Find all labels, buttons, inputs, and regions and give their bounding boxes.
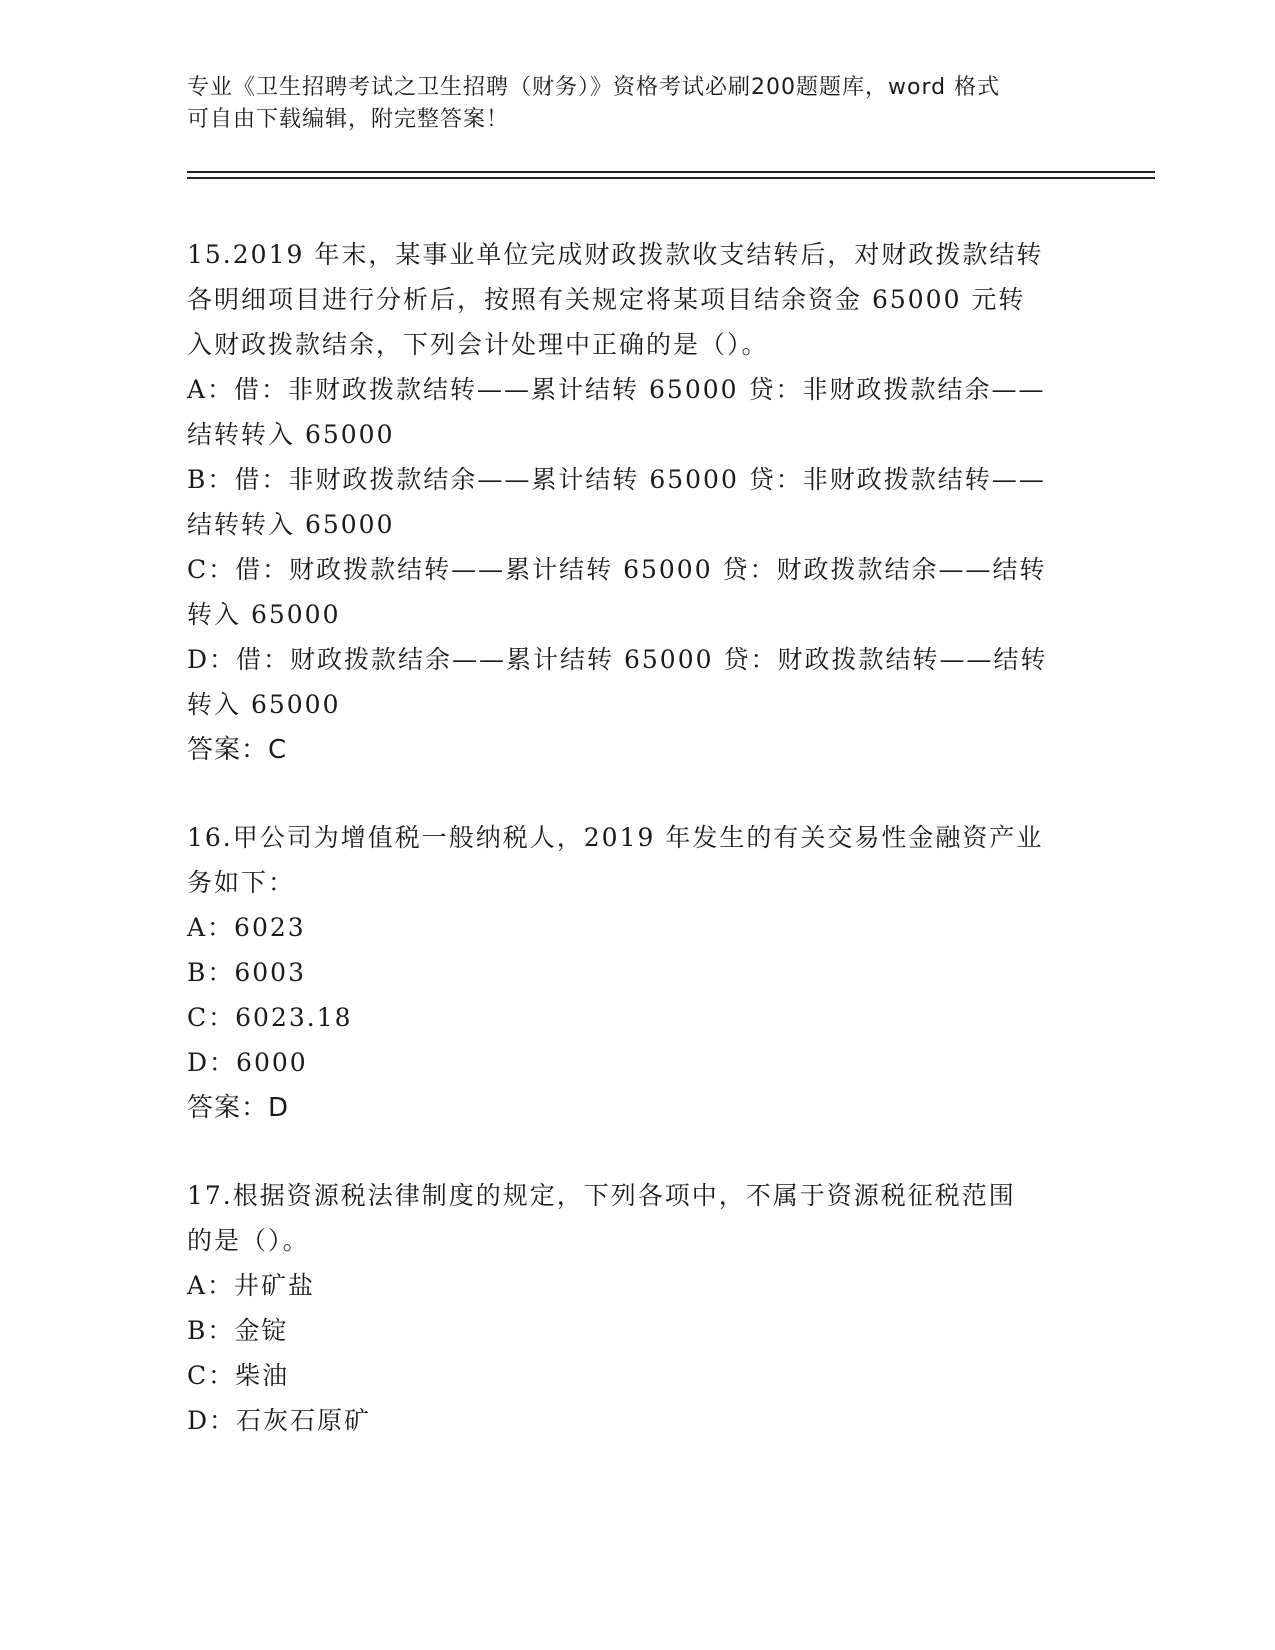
question-list xyxy=(187,232,1087,1485)
answer-option-line: 转入 65000 xyxy=(187,690,341,719)
answer-option-line: B：6003 xyxy=(187,958,306,987)
answer-option-line: B：金锭 xyxy=(187,1316,289,1345)
answer-option-line: 转入 65000 xyxy=(187,600,341,629)
answer-option-line: A：6023 xyxy=(187,913,306,942)
answer-option-line: 结转转入 65000 xyxy=(187,420,395,449)
question-stem-line: 15.2019 年末，某事业单位完成财政拨款收支结转后，对财政拨款结转 xyxy=(187,240,1044,269)
answer-option-line: D：借：财政拨款结余——累计结转 65000 贷：财政拨款结转——结转 xyxy=(187,645,1048,674)
question-stem-line: 务如下： xyxy=(187,868,296,897)
answer-option-line: C：柴油 xyxy=(187,1361,290,1390)
answer-option-line: 结转转入 65000 xyxy=(187,510,395,539)
header-line-1: 专业《卫生招聘考试之卫生招聘（财务）》资格考试必刷200题题库，word 格式 xyxy=(187,75,1001,100)
answer-option-line: D：6000 xyxy=(187,1048,308,1077)
question-item xyxy=(187,815,1087,1131)
answer-option-line: A：井矿盐 xyxy=(187,1271,316,1300)
answer-option-line: C：6023.18 xyxy=(187,1003,353,1032)
answer-key: 答案：D xyxy=(187,1093,290,1123)
header-rule-bottom xyxy=(187,177,1155,179)
answer-option-line: C：借：财政拨款结转——累计结转 65000 贷：财政拨款结余——结转 xyxy=(187,555,1047,584)
question-stem-line: 入财政拨款结余，下列会计处理中正确的是（）。 xyxy=(187,330,769,359)
document-header xyxy=(187,72,1067,136)
question-stem-line: 17.根据资源税法律制度的规定，下列各项中，不属于资源税征税范围 xyxy=(187,1181,1016,1210)
question-stem-line: 16.甲公司为增值税一般纳税人，2019 年发生的有关交易性金融资产业 xyxy=(187,823,1044,852)
header-line-2: 可自由下载编辑，附完整答案！ xyxy=(187,107,510,132)
question-stem-line: 各明细项目进行分析后，按照有关规定将某项目结余资金 65000 元转 xyxy=(187,285,1026,314)
answer-option-line: A：借：非财政拨款结转——累计结转 65000 贷：非财政拨款结余—— xyxy=(187,375,1046,404)
question-stem-line: 的是（）。 xyxy=(187,1226,310,1255)
answer-key: 答案：C xyxy=(187,735,288,765)
question-item xyxy=(187,232,1087,773)
question-item xyxy=(187,1173,1087,1443)
answer-option-line: B：借：非财政拨款结余——累计结转 65000 贷：非财政拨款结转—— xyxy=(187,465,1046,494)
header-rule-top xyxy=(187,171,1155,173)
answer-option-line: D：石灰石原矿 xyxy=(187,1406,372,1435)
